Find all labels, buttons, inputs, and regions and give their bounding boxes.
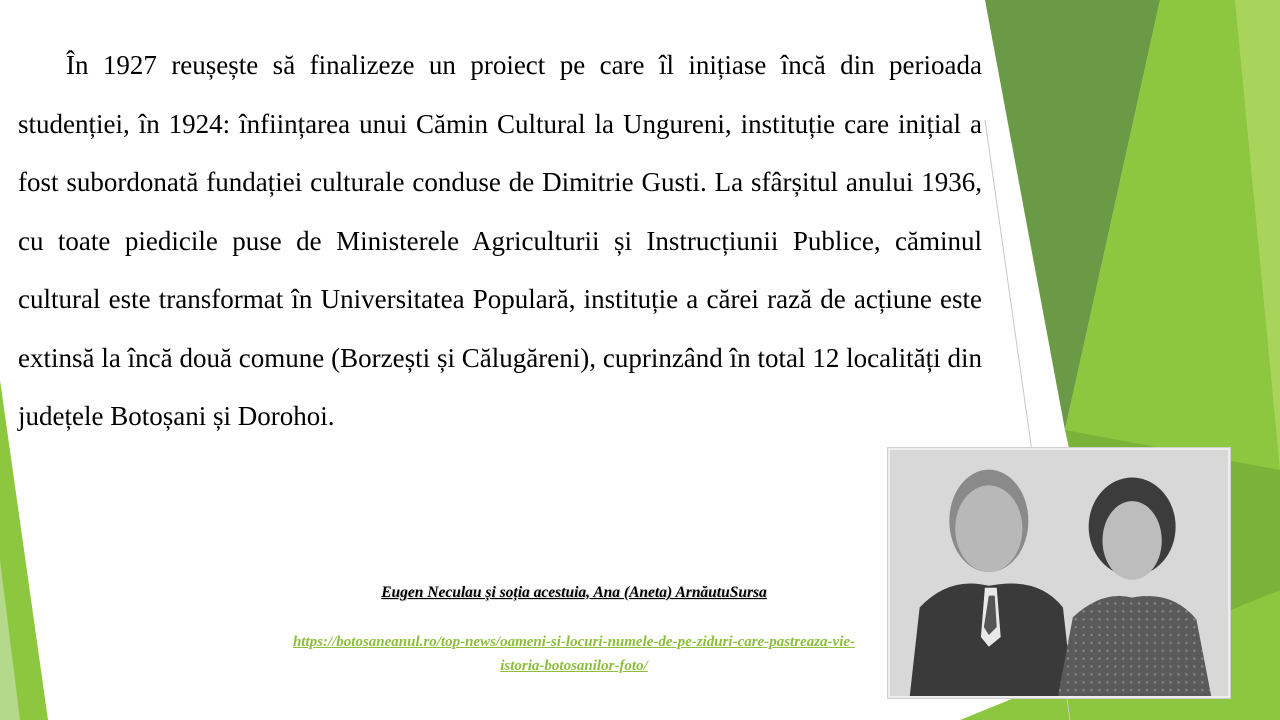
body-paragraph: În 1927 reușește să finalizeze un proiect pe care îl inițiase încă din perioada studenției, în 1924: înființarea unui Cămin Cultural la Ungureni, instituție care inițial a fost subordonată fundației culturale conduse de Dimitrie Gusti. La sfârșitul anului 1936, cu toate piedicile puse de Ministerele Agriculturii și Instrucțiunii Publice, căminul cultural este transformat în Universitatea Populară, instituție a cărei rază de acțiune este extinsă la încă două comune (Borzești și Călugăreni), cuprinzând în total 12 localități din județele Botoșani și Dorohoi. bbox=[18, 50, 982, 431]
portrait-photo bbox=[888, 448, 1230, 698]
portrait-photo-icon bbox=[890, 450, 1228, 696]
source-link[interactable]: https://botosaneanul.ro/top-news/oameni-si-locuri-numele-de-pe-ziduri-care-pastreaza-vie-istoria-botosanilor-foto/ bbox=[292, 634, 856, 674]
photo-caption: Eugen Neculau și soția acestuia, Ana (Aneta) ArnăutuSursa bbox=[381, 584, 767, 601]
